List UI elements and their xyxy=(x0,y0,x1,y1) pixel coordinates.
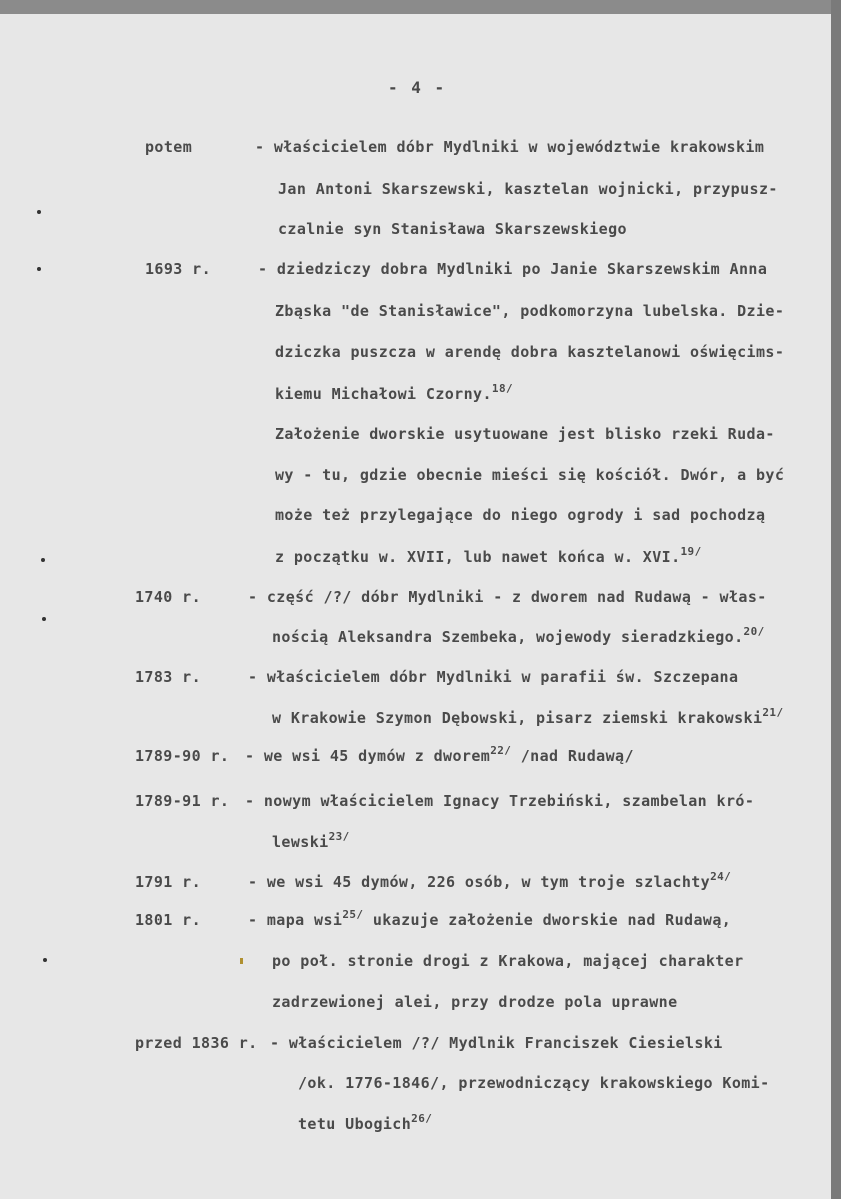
text-line: - we wsi 45 dymów z dworem$^{22/}$ /nad Rudawą/ xyxy=(245,744,634,765)
text-line: może też przylegające do niego ogrody i sad pochodzą xyxy=(275,506,766,524)
entry-date: 1791 r. xyxy=(135,873,202,891)
footnote-ref: 21/ xyxy=(762,706,784,719)
text-line: - właścicielem dóbr Mydlniki w województwie krakowskim xyxy=(255,138,765,156)
entry-date: przed 1836 r. xyxy=(135,1034,258,1052)
scan-right-edge xyxy=(831,0,841,1199)
footnote-ref: 23/ xyxy=(328,830,350,843)
margin-dot xyxy=(43,958,47,962)
text-line: - nowym właścicielem Ignacy Trzebiński, szambelan kró- xyxy=(245,792,755,810)
footnote-ref: 26/ xyxy=(411,1112,433,1125)
text-line: - właścicielem dóbr Mydlniki w parafii św. Szczepana xyxy=(248,668,739,686)
text-line: wy - tu, gdzie obecnie mieści się kościół. Dwór, a być xyxy=(275,466,785,484)
entry-date: 1783 r. xyxy=(135,668,202,686)
text-line: Jan Antoni Skarszewski, kasztelan wojnicki, przypusz- xyxy=(278,180,778,198)
text-line: - właścicielem /?/ Mydlnik Franciszek Ciesielski xyxy=(270,1034,723,1052)
footnote-ref: 25/ xyxy=(342,908,364,921)
footnote-ref: 20/ xyxy=(743,625,765,638)
ink-mark xyxy=(240,958,243,964)
text-line: Założenie dworskie usytuowane jest blisko rzeki Ruda- xyxy=(275,425,775,443)
margin-dot xyxy=(37,267,41,271)
text-line: dziczka puszcza w arendę dobra kasztelanowi oświęcims- xyxy=(275,343,785,361)
text-line: Zbąska "de Stanisławice", podkomorzyna lubelska. Dzie- xyxy=(275,302,785,320)
entry-date: 1801 r. xyxy=(135,911,202,929)
text-line: po poł. stronie drogi z Krakowa, mającej charakter xyxy=(272,952,744,970)
text-line: z początku w. XVII, lub nawet końca w. XVI.$^{19/}$ xyxy=(275,545,702,566)
scan-top-edge xyxy=(0,0,841,14)
margin-dot xyxy=(37,210,41,214)
margin-dot xyxy=(41,558,45,562)
entry-date: 1789-91 r. xyxy=(135,792,230,810)
text-line: kiemu Michałowi Czorny.$^{18/}$ xyxy=(275,382,513,403)
entry-date: 1789-90 r. xyxy=(135,747,230,765)
margin-dot xyxy=(42,617,46,621)
text-line: - część /?/ dóbr Mydlniki - z dworem nad Rudawą - włas- xyxy=(248,588,767,606)
footnote-ref: 19/ xyxy=(680,545,702,558)
text-line: - mapa wsi$^{25/}$ ukazuje założenie dworskie nad Rudawą, xyxy=(248,908,732,929)
text-line: w Krakowie Szymon Dębowski, pisarz ziemski krakowski$^{21/}$ xyxy=(272,706,784,727)
text-line: zadrzewionej alei, przy drodze pola uprawne xyxy=(272,993,678,1011)
footnote-ref: 24/ xyxy=(710,870,732,883)
page-number: - 4 - xyxy=(388,78,447,97)
text-line: tetu Ubogich$^{26/}$ xyxy=(298,1112,433,1133)
footnote-ref: 18/ xyxy=(491,382,513,395)
text-line: - dziedziczy dobra Mydlniki po Janie Skarszewskim Anna xyxy=(258,260,768,278)
entry-date: 1693 r. xyxy=(145,260,212,278)
text-line: - we wsi 45 dymów, 226 osób, w tym troje szlachty$^{24/}$ xyxy=(248,870,732,891)
entry-date: 1740 r. xyxy=(135,588,202,606)
entry-date: potem xyxy=(145,138,193,156)
text-line: czalnie syn Stanisława Skarszewskiego xyxy=(278,220,627,238)
text-line: lewski$^{23/}$ xyxy=(272,830,350,851)
text-line: nością Aleksandra Szembeka, wojewody sieradzkiego.$^{20/}$ xyxy=(272,625,765,646)
footnote-ref: 22/ xyxy=(490,744,512,757)
text-line: /ok. 1776-1846/, przewodniczący krakowskiego Komi- xyxy=(298,1074,770,1092)
